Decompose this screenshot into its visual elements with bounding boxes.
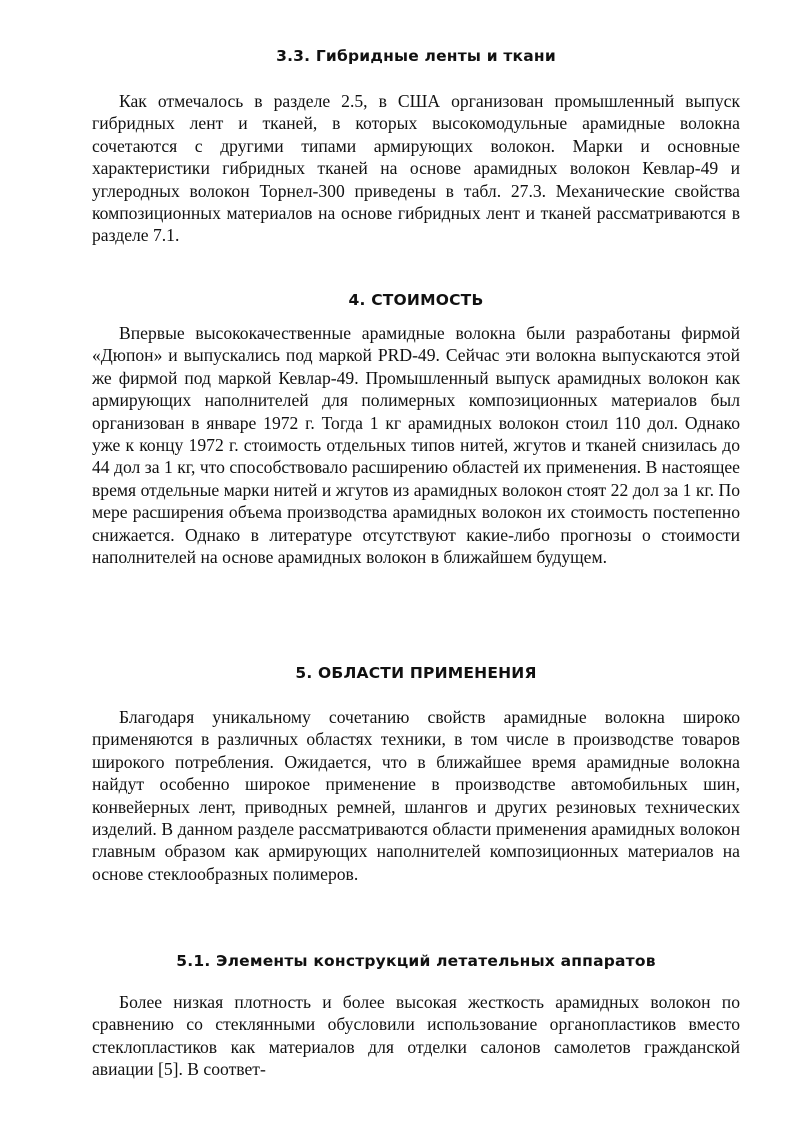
section-heading-cost: 4. СТОИМОСТЬ bbox=[348, 291, 484, 309]
paragraph-hybrid-tapes: Как отмечалось в разделе 2.5, в США организован промышленный выпуск гибридных лент и тканей, в которых высокомодульные арамидные волокна сочетаются с другими типами армирующих волокон. Марки и основные характеристики гибридных тканей на основе арамидных волокон Кевлар-49 и углеродных волокон Торнел-300 приведены в табл. 27.3. Механические свойства композиционных материалов на основе гибридных лент и тканей рассматриваются в разделе 7.1. bbox=[92, 91, 740, 246]
section-heading-applications: 5. ОБЛАСТИ ПРИМЕНЕНИЯ bbox=[295, 664, 537, 682]
section-heading-aircraft-elements: 5.1. Элементы конструкций летательных аппаратов bbox=[176, 952, 656, 970]
paragraph-applications: Благодаря уникальному сочетанию свойств арамидные волокна широко применяются в различных областях техники, в том числе в производстве товаров широкого потребления. Ожидается, что в ближайшее время арамидные волокна найдут особенно широкое применение в производстве автомобильных шин, конвейерных лент, приводных ремней, шлангов и других резиновых технических изделий. В данном разделе рассматриваются области применения арамидных волокон главным образом как армирующих наполнителей композиционных материалов на основе стеклообразных полимеров. bbox=[92, 707, 740, 884]
paragraph-cost: Впервые высококачественные арамидные волокна были разработаны фирмой «Дюпон» и выпускались под маркой PRD-49. Сейчас эти волокна выпускаются этой же фирмой под маркой Кевлар-49. Промышленный выпуск арамидных волокон как армирующих наполнителей для полимерных композиционных материалов был организован в январе 1972 г. Тогда 1 кг арамидных волокон стоил 110 дол. Однако уже к концу 1972 г. стоимость отдельных типов нитей, жгутов и тканей снизилась до 44 дол за 1 кг, что способствовало расширению областей их применения. В настоящее время отдельные марки нитей и жгутов из арамидных волокон стоят 22 дол за 1 кг. По мере расширения объема производства арамидных волокон их стоимость постепенно снижается. Однако в литературе отсутствуют какие-либо прогнозы о стоимости наполнителей на основе арамидных волокон в ближайшем будущем. bbox=[92, 323, 740, 568]
paragraph-aircraft-elements: Более низкая плотность и более высокая жесткость арамидных волокон по сравнению со стеклянными обусловили использование органопластиков вместо стеклопластиков как материалов для отделки салонов самолетов гражданской авиации [5]. В соответ- bbox=[92, 992, 740, 1080]
section-heading-hybrid-tapes: 3.3. Гибридные ленты и ткани bbox=[276, 47, 556, 65]
